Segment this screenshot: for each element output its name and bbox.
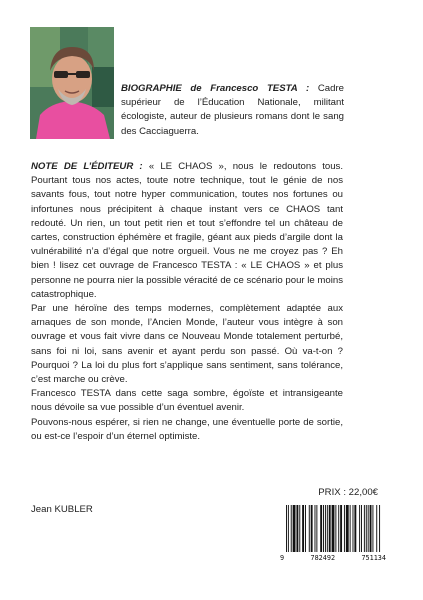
isbn-barcode	[280, 505, 386, 552]
barcode-bar	[368, 505, 369, 552]
barcode-bar	[286, 505, 287, 552]
isbn-right-group: 751134	[361, 554, 386, 562]
barcode-bar	[335, 505, 336, 552]
barcode-bar	[309, 505, 310, 552]
barcode-bar	[316, 505, 317, 552]
note-signature: Jean KUBLER	[31, 504, 93, 515]
editor-note-intro: « LE CHAOS », nous le redoutons tous. Pourtant tous nos actes, toute notre technique, tout le génie de nos savants fous, tout notre hyper communication, toutes nos fortunes ou infortunes nous précipitent à chaque instant vers ce CHAOS tant redouté. Un rien, un tout petit rien et tout s’effondre tel un château de cartes, construction éphémère et fragile, géant aux pieds d’argile dont la vulnérabilité n’a d’égal que notre orgueil. Vous ne me croyez pas ? Eh bien ! lisez cet ouvrage de Francesco TESTA : « LE CHAOS » et plus personne ne pourra nier la possible véracité de ce scénario pour le moins catastrophique.	[31, 161, 343, 300]
isbn-digits	[280, 554, 386, 562]
editor-note	[31, 160, 343, 444]
editor-note-paragraph: Par une héroïne des temps modernes, complètement adaptée aux arnaques de son monde, l’Ancien Monde, l’auteur vous intègre à son ouvrage et vous fait vivre dans ce Nouveau Monde totalement perturbé, sans foi ni loi, sans avenir et ayant perdu son passé. Où va-t-on ? Pourquoi ? La loi du plus fort s’applique sans sentiment, sans tolérance, c’est marche ou crève.	[31, 303, 343, 386]
barcode-bar	[370, 505, 372, 552]
barcode-bar	[344, 505, 345, 552]
barcode-bar	[327, 505, 328, 552]
barcode-bar	[302, 505, 304, 552]
editor-note-label: NOTE DE L’ÉDITEUR :	[31, 161, 143, 172]
barcode-bar	[293, 505, 296, 552]
barcode-bar	[299, 505, 300, 552]
barcode-bar	[353, 505, 354, 552]
barcode-bar	[376, 505, 377, 552]
editor-note-paragraph: Pouvons-nous espérer, si rien ne change, une éventuelle porte de sortie, ou est-ce l’espoir d’un éternel optimiste.	[31, 416, 343, 442]
editor-note-paragraph: Francesco TESTA dans cette saga sombre, égoïste et intransigeante nous dévoile sa vue possible d’un éventuel avenir.	[31, 388, 343, 414]
biography-label: BIOGRAPHIE de Francesco TESTA :	[121, 83, 310, 94]
barcode-bar	[296, 505, 298, 552]
isbn-left-group: 782492	[310, 554, 336, 562]
barcode-bar	[346, 505, 349, 552]
author-biography	[121, 82, 344, 139]
barcode-bar	[305, 505, 306, 552]
author-photo	[30, 27, 114, 139]
barcode-bar	[291, 505, 292, 552]
barcode-bar	[364, 505, 365, 552]
author-portrait-image	[30, 27, 114, 139]
barcode-bar	[340, 505, 342, 552]
barcode-bar	[338, 505, 339, 552]
barcode-bar	[379, 505, 380, 552]
barcode-bar	[325, 505, 326, 552]
barcode-bars	[280, 505, 386, 552]
barcode-bar	[329, 505, 331, 552]
barcode-bar	[350, 505, 351, 552]
barcode-bar	[372, 505, 373, 552]
barcode-bar	[288, 505, 289, 552]
barcode-bar	[315, 505, 316, 552]
barcode-bar	[361, 505, 362, 552]
biography-text: Cadre supérieur de l’Éducation Nationale, militant écologiste, auteur de plusieurs romans dont le sang des Cacciaguerra.	[121, 83, 344, 137]
barcode-bar	[320, 505, 322, 552]
barcode-bar	[323, 505, 324, 552]
barcode-bar	[354, 505, 356, 552]
barcode-bar	[311, 505, 313, 552]
barcode-bar	[366, 505, 367, 552]
barcode-bar	[359, 505, 360, 552]
price-label: PRIX : 22,00€	[318, 487, 378, 498]
barcode-bar	[332, 505, 335, 552]
isbn-first-digit: 9	[280, 554, 285, 562]
editor-note-intro-paragraph	[31, 160, 343, 302]
